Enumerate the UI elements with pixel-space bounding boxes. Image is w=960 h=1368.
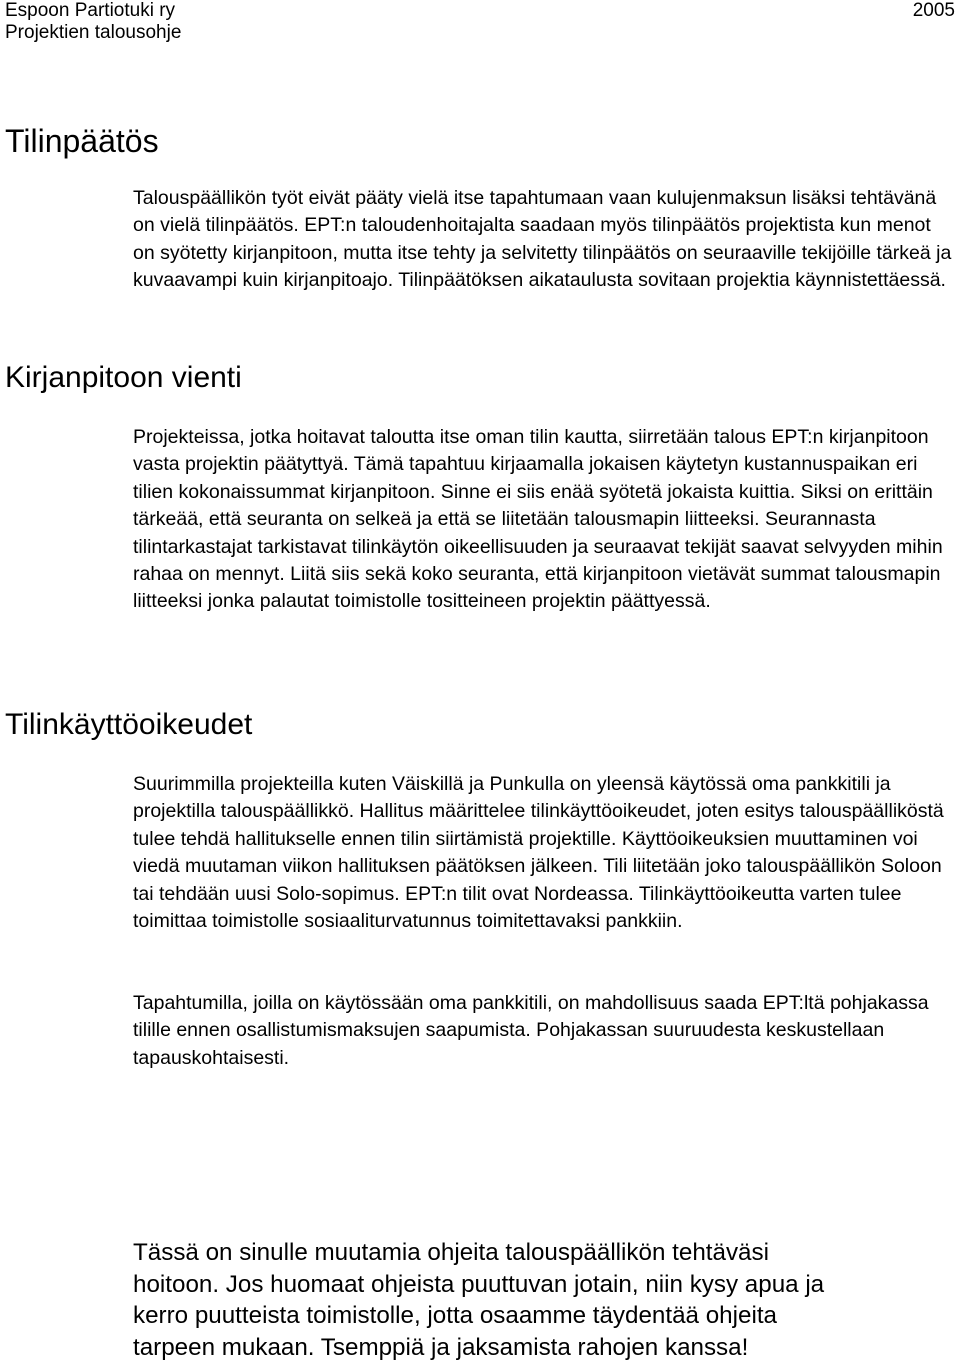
paragraph-tilinpaatos: Talouspäällikön työt eivät pääty vielä itse tapahtumaan vaan kulujenmaksun lisäksi tehtävänä on vielä tilinpäätös. EPT:n taloudenhoitajalta saadaan myös tilinpäätös projektista kun menot on syötetty kirjanpitoon, mutta itse tehty ja selvitetty tilinpäätös on seuraaville tekijöille tärkeä ja kuvaavampi kuin kirjanpitoajo. Tilinpäätöksen aikataulusta sovitaan projektia käynnistettäessä. xyxy=(133,187,952,292)
closing-note xyxy=(133,1237,955,1363)
heading-tilinpaatos: Tilinpäätös xyxy=(5,123,159,159)
heading-kirjanpitoon-vienti: Kirjanpitoon vienti xyxy=(5,361,242,394)
header-top-row xyxy=(5,0,955,22)
document-title: Projektien talousohje xyxy=(5,22,182,43)
closing-line: Tässä on sinulle muutamia ohjeita talouspäällikön tehtäväsi xyxy=(133,1239,769,1266)
paragraph-tilinkayttooikeudet-1: Suurimmilla projekteilla kuten Väiskillä ja Punkulla on yleensä käytössä oma pankkitili ja projektilla talouspäällikkö. Hallitus määrittelee tilinkäyttöoikeudet, joten esitys talouspäälliköstä tulee tehdä hallitukselle ennen tilin siirtämistä projektille. Käyttöoikeuksien muuttaminen voi viedä muutaman viikon hallituksen päätöksen jälkeen. Tili liitetään joko talouspäällikön Soloon tai tehdään uusi Solo-sopimus. EPT:n tilit ovat Nordeassa. Tilinkäyttöoikeutta varten tulee toimittaa toimistolle sosiaaliturvatunnus toimitettavaksi pankkiin. xyxy=(133,773,944,933)
paragraph-tilinkayttooikeudet-2: Tapahtumilla, joilla on käytössään oma pankkitili, on mahdollisuus saada EPT:ltä pohjakassa tilille ennen osallistumismaksujen saapumista. Pohjakassan suuruudesta keskustellaan tapauskohtaisesti. xyxy=(133,992,929,1069)
organization-name: Espoon Partiotuki ry xyxy=(5,0,176,21)
closing-line: hoitoon. Jos huomaat ohjeista puuttuvan jotain, niin kysy apua ja xyxy=(133,1270,825,1298)
closing-line: tarpeen mukaan. Tsemppiä ja jaksamista rahojen kanssa! xyxy=(133,1333,749,1361)
heading-tilinkayttooikeudet: Tilinkäyttöoikeudet xyxy=(5,708,253,741)
closing-line: kerro puutteista toimistolle, jotta osaamme täydentää ohjeita xyxy=(133,1302,778,1329)
document-year: 2005 xyxy=(912,0,955,21)
header-bottom-row xyxy=(5,22,955,44)
page-header xyxy=(5,0,955,44)
paragraph-kirjanpitoon-vienti: Projekteissa, jotka hoitavat taloutta itse oman tilin kautta, siirretään talous EPT:n kirjanpitoon vasta projektin päätyttyä. Tämä tapahtuu kirjaamalla jokaisen käytetyn kustannuspaikan eri tilien kokonaissummat kirjanpitoon. Sinne ei siis enää syötetä jokaista kuittia. Siksi on erittäin tärkeää, että seuranta on selkeä ja että se liitetään talousmapin liitteeksi. Seurannasta tilintarkastajat tarkistavat tilinkäytön oikeellisuuden ja seuraavat tekijät saavat selvyyden mihin rahaa on mennyt. Liitä siis sekä koko seuranta, että kirjanpitoon vietävät summat talousmapin liitteeksi jonka palautat toimistolle tositteineen projektin päättyessä. xyxy=(133,426,943,613)
